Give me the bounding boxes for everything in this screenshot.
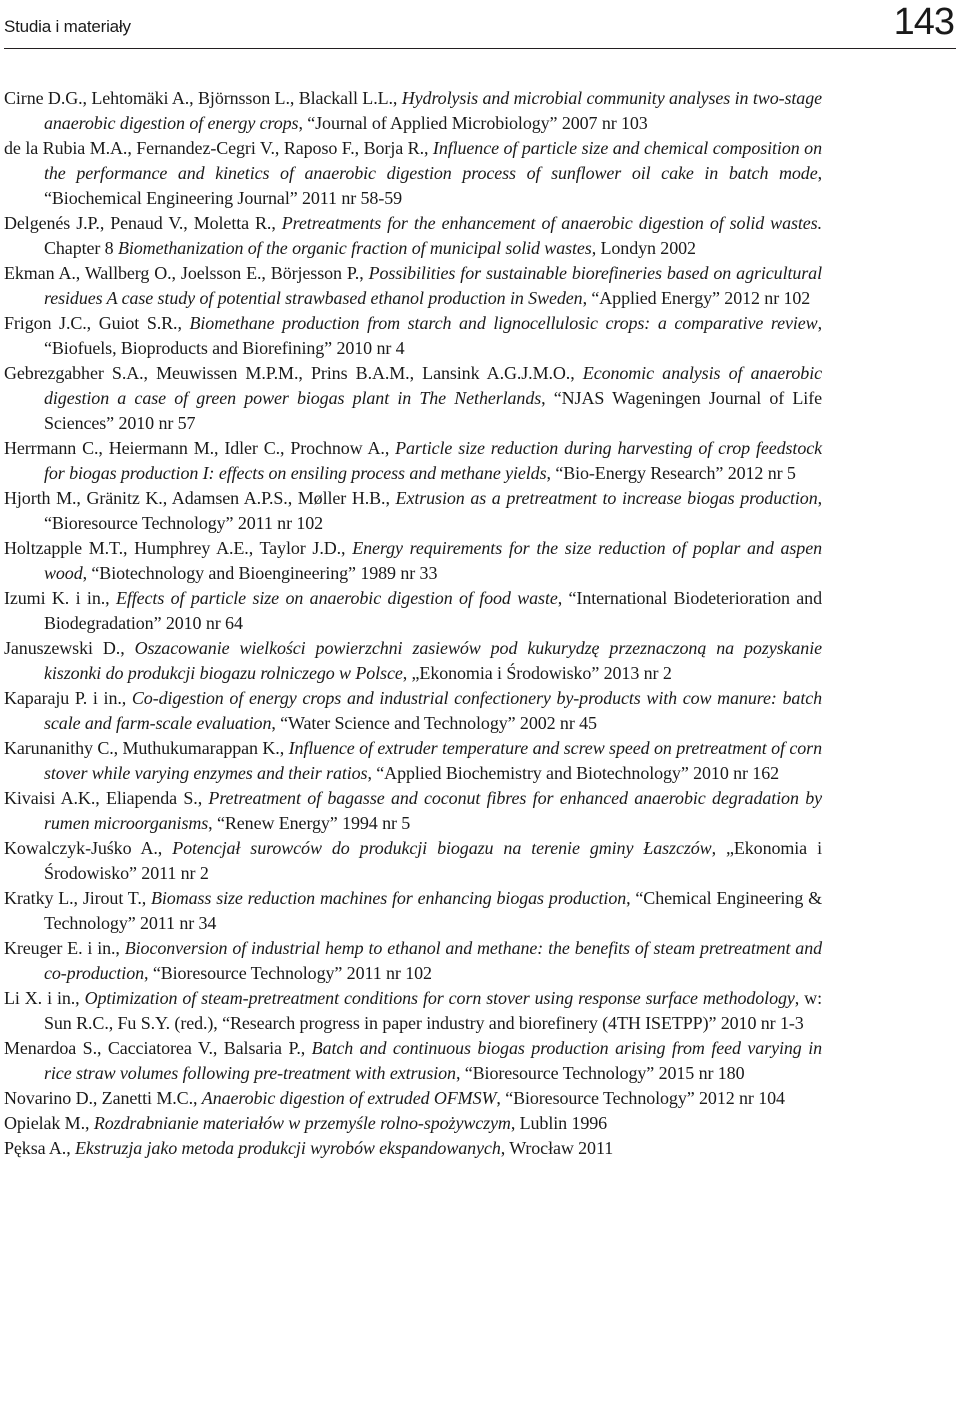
reference-source: “NJAS Wageningen Journal of Life Sciences” 2010 nr 57 bbox=[44, 388, 822, 433]
reference-item: Kratky L., Jirout T., Biomass size reduction machines for enhancing biogas production, “Chemical Engineering & Technology” 2011 nr 34 bbox=[4, 888, 822, 933]
reference-authors: Karunanithy C., Muthukumarappan K. bbox=[4, 738, 280, 758]
reference-item: Kaparaju P. i in., Co-digestion of energy crops and industrial confectionery by-products with cow manure: batch scale and farm-scale evaluation, “Water Science and Technology” 2002 nr 45 bbox=[4, 688, 823, 733]
reference-authors: Delgenés J.P., Penaud V., Moletta R. bbox=[4, 213, 272, 233]
reference-title: Energy requirements for the size reduction of poplar and aspen wood bbox=[44, 538, 822, 583]
reference-title: Anaerobic digestion of extruded OFMSW bbox=[201, 1088, 497, 1108]
reference-item: Frigon J.C., Guiot S.R., Biomethane production from starch and lignocellulosic crops: a comparative review, “Biofuels, Bioproducts and Biorefining” 2010 nr 4 bbox=[4, 313, 822, 358]
reference-item: Opielak M., Rozdrabnianie materiałów w przemyśle rolno-spożywczym, Lublin 1996 bbox=[4, 1113, 608, 1133]
reference-source: „Ekonomia i Środowisko” 2013 nr 2 bbox=[411, 663, 672, 683]
reference-title: Bioconversion of industrial hemp to ethanol and methane: the benefits of steam pretreatment and co-production bbox=[44, 938, 822, 983]
reference-item: Kivaisi A.K., Eliapenda S., Pretreatment of bagasse and coconut fibres for enhanced anaerobic degradation by rumen microorganisms, “Renew Energy” 1994 nr 5 bbox=[4, 788, 822, 833]
reference-title: Biomass size reduction machines for enhancing biogas production bbox=[151, 888, 627, 908]
reference-source: w: Sun R.C., Fu S.Y. (red.), “Research progress in paper industry and biorefinery (4TH ISETPP)” 2010 nr 1-3 bbox=[44, 988, 822, 1033]
reference-item: Holtzapple M.T., Humphrey A.E., Taylor J.D., Energy requirements for the size reduction of poplar and aspen wood, “Biotechnology and Bioengineering” 1989 nr 33 bbox=[4, 538, 822, 583]
reference-item: Novarino D., Zanetti M.C., Anaerobic digestion of extruded OFMSW, “Bioresource Technology” 2012 nr 104 bbox=[4, 1088, 785, 1108]
reference-source: “Bio-Energy Research” 2012 nr 5 bbox=[555, 463, 796, 483]
reference-source: “Biofuels, Bioproducts and Biorefining” 2010 nr 4 bbox=[44, 338, 405, 358]
reference-item: Karunanithy C., Muthukumarappan K., Influence of extruder temperature and screw speed on pretreatment of corn stover while varying enzymes and their ratios, “Applied Biochemistry and Biotechnology” 2010 nr 162 bbox=[4, 738, 822, 783]
reference-source: “International Biodeterioration and Biodegradation” 2010 nr 64 bbox=[44, 588, 822, 633]
reference-item: Li X. i in., Optimization of steam-pretreatment conditions for corn stover using response surface methodology, w: Sun R.C., Fu S.Y. (red.), “Research progress in paper industry and biorefinery (4TH ISETPP)” 2010 nr 1-3 bbox=[4, 988, 822, 1033]
reference-title: Optimization of steam-pretreatment conditions for corn stover using response surface methodology bbox=[84, 988, 795, 1008]
reference-source: “Bioresource Technology” 2015 nr 180 bbox=[464, 1063, 745, 1083]
reference-title: Hydrolysis and microbial community analyses in two-stage anaerobic digestion of energy crops bbox=[44, 88, 822, 133]
reference-title: Extrusion as a pretreatment to increase biogas production bbox=[395, 488, 818, 508]
reference-title: Influence of extruder temperature and screw speed on pretreatment of corn stover while varying enzymes and their ratios bbox=[44, 738, 822, 783]
reference-source: “Biochemical Engineering Journal” 2011 nr 58-59 bbox=[44, 188, 403, 208]
reference-source: “Applied Biochemistry and Biotechnology” 2010 nr 162 bbox=[376, 763, 780, 783]
reference-source: Wrocław 2011 bbox=[509, 1138, 614, 1158]
reference-item: Kowalczyk-Juśko A., Potencjał surowców do produkcji biogazu na terenie gminy Łaszczów, „Ekonomia i Środowisko” 2011 nr 2 bbox=[4, 838, 822, 883]
reference-source: “Bioresource Technology” 2011 nr 102 bbox=[152, 963, 432, 983]
reference-item: Ekman A., Wallberg O., Joelsson E., Börjesson P., Possibilities for sustainable biorefineries based on agricultural residues A case study of potential strawbased ethanol production in Sweden, “Applied Energy” 2012 nr 102 bbox=[4, 263, 822, 308]
reference-authors: Ekman A., Wallberg O., Joelsson E., Börjesson P. bbox=[4, 263, 360, 283]
reference-source: “Chemical Engineering & Technology” 2011 nr 34 bbox=[44, 888, 822, 933]
reference-authors: Januszewski D. bbox=[4, 638, 121, 658]
reference-authors: de la Rubia M.A., Fernandez-Cegri V., Raposo F., Borja R. bbox=[4, 138, 424, 158]
reference-title: Rozdrabnianie materiałów w przemyśle rolno-spożywczym bbox=[93, 1113, 511, 1133]
reference-item: Cirne D.G., Lehtomäki A., Björnsson L., Blackall L.L., Hydrolysis and microbial community analyses in two-stage anaerobic digestion of energy crops, “Journal of Applied Microbiology” 2007 nr 103 bbox=[4, 88, 822, 133]
reference-authors: Kaparaju P. i in. bbox=[4, 688, 122, 708]
reference-authors: Novarino D., Zanetti M.C. bbox=[4, 1088, 193, 1108]
reference-authors: Menardoa S., Cacciatorea V., Balsaria P. bbox=[4, 1038, 301, 1058]
reference-title: Co-digestion of energy crops and industrial confectionery by-products with cow manure: batch scale and farm-scale evaluation bbox=[44, 688, 823, 733]
reference-item: Hjorth M., Gränitz K., Adamsen A.P.S., Møller H.B., Extrusion as a pretreatment to increase biogas production, “Bioresource Technology” 2011 nr 102 bbox=[4, 488, 822, 533]
reference-authors: Kowalczyk-Juśko A. bbox=[4, 838, 158, 858]
reference-authors: Li X. i in. bbox=[4, 988, 76, 1008]
section-title: Studia i materiały bbox=[4, 17, 131, 36]
reference-title: Possibilities for sustainable biorefineries based on agricultural residues A case study of potential strawbased ethanol production in Sweden bbox=[44, 263, 822, 308]
reference-title: Effects of particle size on anaerobic digestion of food waste bbox=[115, 588, 558, 608]
reference-title: Pretreatment of bagasse and coconut fibres for enhanced anaerobic degradation by rumen microorganisms bbox=[44, 788, 822, 833]
reference-title: Biomethane production from starch and lignocellulosic crops: a comparative review bbox=[189, 313, 818, 333]
reference-source: “Bioresource Technology” 2012 nr 104 bbox=[505, 1088, 785, 1108]
reference-authors: Cirne D.G., Lehtomäki A., Björnsson L., Blackall L.L. bbox=[4, 88, 393, 108]
reference-source: “Bioresource Technology” 2011 nr 102 bbox=[44, 513, 324, 533]
reference-list bbox=[4, 86, 822, 1161]
reference-authors: Pęksa A. bbox=[4, 1138, 67, 1158]
reference-item: Januszewski D., Oszacowanie wielkości powierzchni zasiewów pod kukurydzę przeznaczoną na pozyskanie kiszonki do produkcji biogazu rolniczego w Polsce, „Ekonomia i Środowisko” 2013 nr 2 bbox=[4, 638, 822, 683]
reference-title: Pretreatments for the enhancement of anaerobic digestion of solid wastes. bbox=[281, 213, 822, 233]
reference-item: Gebrezgabher S.A., Meuwissen M.P.M., Prins B.A.M., Lansink A.G.J.M.O., Economic analysis of anaerobic digestion a case of green power biogas plant in The Netherlands, “NJAS Wageningen Journal of Life Sciences” 2010 nr 57 bbox=[4, 363, 822, 433]
reference-title: Oszacowanie wielkości powierzchni zasiewów pod kukurydzę przeznaczoną na pozyskanie kiszonki do produkcji biogazu rolniczego w Polsce bbox=[44, 638, 822, 683]
reference-item: Izumi K. i in., Effects of particle size on anaerobic digestion of food waste, “International Biodeterioration and Biodegradation” 2010 nr 64 bbox=[4, 588, 822, 633]
reference-source: “Water Science and Technology” 2002 nr 45 bbox=[280, 713, 597, 733]
reference-title: Particle size reduction during harvesting of crop feedstock for biogas production I: effects on ensiling process and methane yields bbox=[44, 438, 823, 483]
reference-authors: Kratky L., Jirout T. bbox=[4, 888, 142, 908]
reference-source: “Applied Energy” 2012 nr 102 bbox=[591, 288, 811, 308]
reference-authors: Gebrezgabher S.A., Meuwissen M.P.M., Prins B.A.M., Lansink A.G.J.M.O. bbox=[4, 363, 571, 383]
reference-item: Kreuger E. i in., Bioconversion of industrial hemp to ethanol and methane: the benefits of steam pretreatment and co-production, “Bioresource Technology” 2011 nr 102 bbox=[4, 938, 822, 983]
reference-title: Ekstruzja jako metoda produkcji wyrobów ekspandowanych bbox=[75, 1138, 501, 1158]
reference-authors: Holtzapple M.T., Humphrey A.E., Taylor J.D. bbox=[4, 538, 342, 558]
reference-source: “Journal of Applied Microbiology” 2007 nr 103 bbox=[307, 113, 648, 133]
reference-authors: Hjorth M., Gränitz K., Adamsen A.P.S., Møller H.B. bbox=[4, 488, 386, 508]
reference-title: Economic analysis of anaerobic digestion a case of green power biogas plant in The Netherlands bbox=[44, 363, 822, 408]
reference-source: “Biotechnology and Bioengineering” 1989 nr 33 bbox=[91, 563, 438, 583]
reference-authors: Opielak M. bbox=[4, 1113, 85, 1133]
reference-title: Batch and continuous biogas production arising from feed varying in rice straw volumes following pre-treatment with extrusion bbox=[44, 1038, 822, 1083]
reference-authors: Herrmann C., Heiermann M., Idler C., Prochnow A. bbox=[4, 438, 385, 458]
reference-authors: Frigon J.C., Guiot S.R. bbox=[4, 313, 178, 333]
reference-item: Delgenés J.P., Penaud V., Moletta R., Pretreatments for the enhancement of anaerobic digestion of solid wastes. Chapter 8 Biomethanization of the organic fraction of municipal solid wastes, Londyn 2002 bbox=[4, 213, 822, 258]
reference-source: Chapter 8 Biomethanization of the organic fraction of municipal solid wastes, Londyn 2002 bbox=[44, 238, 696, 258]
reference-title: Potencjał surowców do produkcji biogazu na terenie gminy Łaszczów bbox=[172, 838, 712, 858]
reference-item: de la Rubia M.A., Fernandez-Cegri V., Raposo F., Borja R., Influence of particle size and chemical composition on the performance and kinetics of anaerobic digestion process of sunflower oil cake in batch mode, “Biochemical Engineering Journal” 2011 nr 58-59 bbox=[4, 138, 822, 208]
reference-item: Pęksa A., Ekstruzja jako metoda produkcji wyrobów ekspandowanych, Wrocław 2011 bbox=[4, 1138, 614, 1158]
reference-source: “Renew Energy” 1994 nr 5 bbox=[216, 813, 411, 833]
page-header bbox=[4, 0, 956, 49]
reference-authors: Kivaisi A.K., Eliapenda S. bbox=[4, 788, 198, 808]
reference-item: Herrmann C., Heiermann M., Idler C., Prochnow A., Particle size reduction during harvesting of crop feedstock for biogas production I: effects on ensiling process and methane yields, “Bio-Energy Research” 2012 nr 5 bbox=[4, 438, 823, 483]
reference-item: Menardoa S., Cacciatorea V., Balsaria P., Batch and continuous biogas production arising from feed varying in rice straw volumes following pre-treatment with extrusion, “Bioresource Technology” 2015 nr 180 bbox=[4, 1038, 822, 1083]
reference-source: „Ekonomia i Środowisko” 2011 nr 2 bbox=[44, 838, 822, 883]
reference-authors: Kreuger E. i in. bbox=[4, 938, 116, 958]
reference-authors: Izumi K. i in. bbox=[4, 588, 106, 608]
reference-source: Lublin 1996 bbox=[519, 1113, 608, 1133]
reference-title: Influence of particle size and chemical composition on the performance and kinetics of anaerobic digestion process of sunflower oil cake in batch mode bbox=[44, 138, 822, 183]
page-number: 143 bbox=[893, 1, 954, 43]
